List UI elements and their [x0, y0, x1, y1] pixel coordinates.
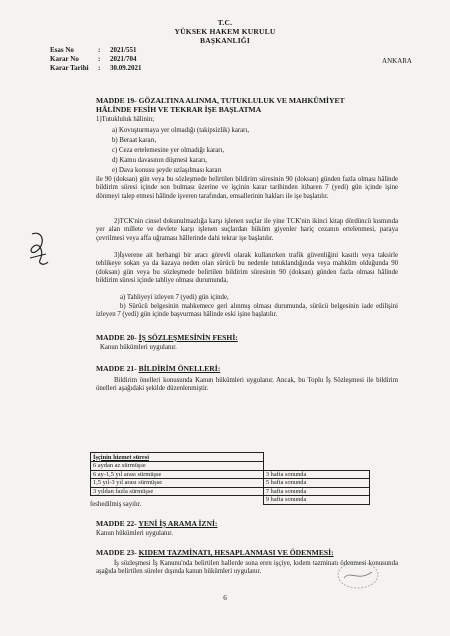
colon: : — [98, 64, 101, 72]
article-21-after-table: feshedilmiş sayılır. — [90, 501, 142, 508]
article-22-heading: YENİ İŞ ARAMA İZNİ: — [138, 519, 218, 528]
signature-icon — [22, 228, 56, 268]
article-21-text: Bildirim önelleri konusunda Kanun hükümleri uygulanır. Ancak, bu Toplu İş Sözleşmesi ile bildirim önelleri aşağıdaki şekilde düzenlenmiştir. — [96, 377, 398, 393]
table-cell-duration: 6 aydan az sürmüşse — [91, 462, 264, 471]
karar-value: 2021/704 — [110, 55, 137, 63]
article-20-title — [96, 334, 238, 343]
article-21-label: MADDE 21- — [96, 364, 137, 373]
article-23-text: İş sözleşmesi İş Kanunu'nda belirtilen hallerde sona eren işçiye, kıdem tazminatı ödenmesi konusunda aşağıda belirtilen süreler dışında kanun hükümleri uygulanır. — [96, 560, 398, 576]
article-22-label: MADDE 22- — [96, 519, 137, 528]
article-21-title — [96, 365, 220, 374]
article-19-paragraph-3a: a) Tahliyeyi izleyen 7 (yedi) gün içinde, — [120, 294, 229, 301]
article-19-intro: 1)Tutukluluk hâlinin; — [96, 116, 155, 123]
table-row — [91, 487, 370, 496]
header-line-court: YÜKSEK HAKEM KURULU — [174, 27, 276, 36]
table-cell-notice: 7 hafta sonunda — [263, 487, 369, 496]
article-19-paragraph-1: ile 90 (doksan) gün veya bu sözleşmede belirtilen bildirim süresinin 90 (doksan) günden fazla olması hâlinde bildirim süresi içinde son bulması üzerine ve işçinin karar tarihinden itibaren 7 (yedi) gün içinde işine dönmeyi talep etmesi hâlinde işveren tarafından, emsallerinin hakları ile işe başlatılır. — [96, 176, 398, 200]
stamp-icon — [336, 560, 380, 590]
article-21-heading: BİLDİRİM ÖNELLERİ: — [138, 364, 221, 373]
article-22-text: Kanun hükümleri uygulanır. — [96, 530, 173, 537]
article-20-label: MADDE 20- — [96, 333, 137, 342]
table-cell-notice — [263, 462, 369, 471]
article-22-title — [96, 520, 217, 529]
article-19-item-a: a) Kovuşturmaya yer olmadığı (takipsizlik) kararı, — [112, 127, 250, 134]
colon: : — [98, 55, 101, 63]
case-meta — [50, 46, 142, 73]
article-19-item-e: e) Dava konusu şeyde uzlaşılması kararı — [112, 167, 222, 174]
article-19-item-b: b) Beraat kararı, — [112, 137, 157, 144]
table-cell-duration: 6 ay-1,5 yıl arası sürmüşse — [91, 470, 264, 479]
article-19-title-line2: HÂLİNDE FESİH VE TEKRAR İŞE BAŞLATMA — [96, 104, 262, 114]
karar-label: Karar No — [50, 55, 79, 63]
page-number: 6 — [223, 594, 227, 602]
table-cell-duration: 3 yıldan fazla sürmüşse — [91, 487, 264, 496]
article-20-text: Kanun hükümleri uygulanır. — [100, 344, 177, 351]
article-20-heading: İŞ SÖZLEŞMESİNİN FESHİ: — [138, 333, 238, 342]
article-19-paragraph-3: 3)İşverene ait herhangi bir aracı görevli olarak kullanırken trafik güvenliğini kasıtlı veya taksirle tehlikeye sokan ya da kazaya neden olan sürücü bu nedenle tutuklandığında veya mahkûm olduğunda 90 (doksan) gün veya bu sözleşmede belirtilen bildirim süresinin 90 (doksan) günden fazla olması hâlinde bildirim süresi içinde tahliye olması durumunda, — [96, 252, 398, 284]
table-row — [91, 479, 370, 488]
header-line-presidency: BAŞKANLIĞI — [200, 36, 250, 45]
table-row — [91, 470, 370, 479]
article-19-title — [96, 97, 396, 114]
esas-value: 2021/551 — [110, 46, 137, 54]
header-line-tc: T.C. — [217, 18, 233, 27]
article-19-paragraph-2: 2)TCK'nin cinsel dokunulmazlığa karşı işlenen suçlar ile yine TCK'nin ikinci kitap dördüncü kısmında yer alan millete ve devlete karşı işlenen suçlardan hüküm giyenler hariç cezanın ertelenmesi, paraya çevrilmesi veya affa uğraması hâllerinde dahi tekrar işe başlatılır. — [96, 218, 398, 242]
article-23-heading: KIDEM TAZMİNATI, HESAPLANMASI VE ÖDENMESİ: — [138, 548, 334, 557]
table-header-cell: İşçinin hizmet süresi — [91, 453, 264, 462]
tarih-value: 30.09.2021 — [110, 64, 142, 72]
article-23-label: MADDE 23- — [96, 548, 137, 557]
esas-label: Esas No — [50, 46, 74, 54]
table-cell-notice: 9 hafta sonunda — [263, 496, 369, 505]
table-cell-duration: 1,5 yıl-3 yıl arası sürmüşse — [91, 479, 264, 488]
table-header-row — [91, 453, 370, 462]
article-23-title — [96, 549, 334, 558]
article-19-item-d: d) Kamu davasının düşmesi kararı, — [112, 157, 207, 164]
city: ANKARA — [382, 57, 412, 65]
table-cell-notice: 5 hafta sonunda — [263, 479, 369, 488]
document-header — [0, 18, 450, 45]
table-row — [91, 462, 370, 471]
notice-period-table — [90, 452, 370, 505]
table-cell-notice: 3 hafta sonunda — [263, 470, 369, 479]
colon: : — [98, 46, 101, 54]
article-19-item-c: c) Ceza ertelemesine yer olmadığı kararı, — [112, 147, 225, 154]
article-19-title-line1: MADDE 19- GÖZALTINA ALINMA, TUTUKLULUK VE MAHKÛMİYET — [96, 96, 345, 105]
article-19-paragraph-3b: b) Sürücü belgesinin mahkemece geri alınmış olması durumunda, sürücü belgesinin iade edilişini izleyen 7 (yedi) gün içinde başvurması hâlinde eski işine başlatılır. — [96, 303, 398, 319]
tarih-label: Karar Tarihi — [50, 64, 89, 72]
